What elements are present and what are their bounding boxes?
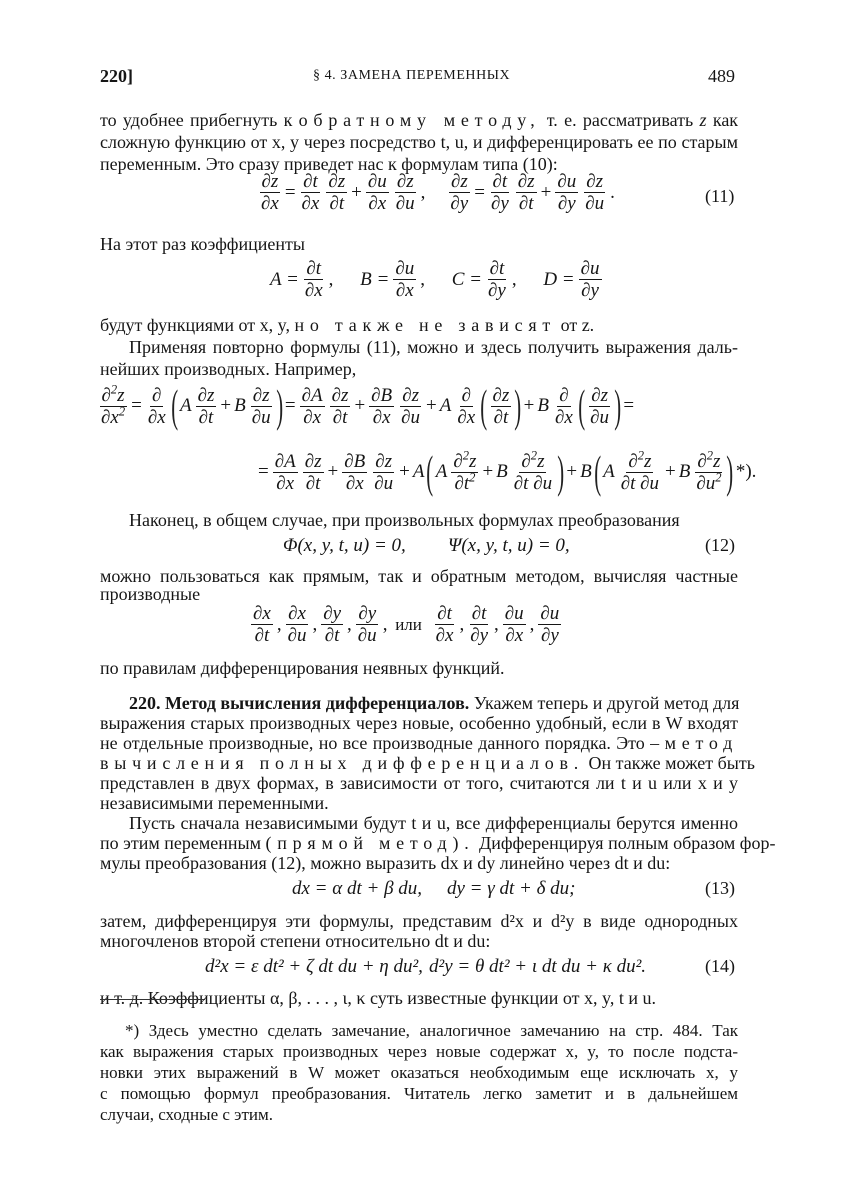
- fraction: $\frac{\partial u}{\partial x}$: [367, 171, 387, 214]
- paragraph-line: [100, 109, 738, 131]
- text: Укажем теперь и другой метод для: [473, 693, 740, 713]
- fraction: $\frac{\partial z}{\partial t}$: [197, 384, 215, 428]
- fraction: $\frac{\partial z}{\partial u}$: [585, 171, 605, 214]
- coefficient-label: B =: [360, 268, 390, 290]
- second-derivative-equation-line2: = $\frac{\partial A}{\partial x}$ $\frac{\partial z}{\partial t}$ + $\frac{\partial B}{\partial x}$ $\frac{\partial z}{\partial u}$ + A ( A $\frac{\partial^2z}{\partial t^2}$ + B $\frac{\partial^2z}{\partial t \partial u}$ ) + B ( A $\frac{\partial^2z}{\partial t \partial u}$ + B $\frac{\partial^2z}{\partial u^2}$ ) *).: [258, 446, 757, 497]
- text: то удобнее прибегнуть к: [100, 110, 293, 130]
- footnote-line: *) Здесь уместно сделать замечание, аналогичное замечанию на стр. 484. Так: [125, 1021, 738, 1040]
- spaced-text: метод: [664, 733, 739, 753]
- coefficient-label: D =: [543, 268, 575, 290]
- text: по этим переменным: [100, 833, 261, 853]
- fraction: $\frac{\partial u}{\partial y}$: [540, 603, 560, 646]
- paragraph-line: На этот раз коэффициенты: [100, 234, 305, 254]
- fraction: $\frac{\partial z}{\partial t}$: [328, 171, 346, 214]
- text: т. е. рассматривать: [546, 110, 694, 130]
- fraction: $\frac{\partial t}{\partial y}$: [470, 603, 489, 646]
- fraction: $\frac{\partial^2z}{\partial t \partial u}$: [513, 448, 553, 494]
- text: как: [712, 110, 739, 130]
- paragraph-line: независимыми переменными.: [100, 793, 329, 813]
- fraction: $\frac{\partial B}{\partial x}$: [344, 450, 366, 494]
- paragraph-line: мулы преобразования (12), можно выразить dx и dy линейно через dt и du:: [100, 853, 671, 873]
- math: Φ(x, y, t, u) = 0,: [283, 535, 406, 556]
- fraction: $\frac{\partial z}{\partial x}$: [261, 171, 279, 214]
- paragraph-line: можно пользоваться как прямым, так и обратным методом, вычисляя частные: [100, 566, 738, 586]
- text: Он также может быть: [588, 753, 755, 773]
- fraction: $\frac{\partial z}{\partial u}$: [395, 171, 415, 214]
- variable: z: [699, 110, 707, 130]
- fraction: $\frac{\partial y}{\partial u}$: [357, 603, 377, 646]
- fraction: $\frac{\partial u}{\partial x}$: [395, 258, 415, 301]
- fraction: $\frac{\partial z}{\partial u}$: [374, 450, 394, 494]
- fraction: $\frac{\partial z}{\partial t}$: [492, 384, 510, 428]
- paragraph-line: выражения старых производных через новые, особенно удобный, если в W входят: [100, 713, 738, 733]
- fraction: $\frac{\partial t}{\partial x}$: [304, 258, 323, 301]
- fraction: $\frac{\partial B}{\partial x}$: [371, 384, 393, 428]
- fraction: $\frac{\partial u}{\partial x}$: [504, 603, 524, 646]
- paragraph-line: производные: [100, 584, 201, 604]
- partial-derivatives-list: $\frac{\partial x}{\partial t}$ , $\frac{\partial x}{\partial u}$ , $\frac{\partial y}{\partial t}$ , $\frac{\partial y}{\partial u}$ , или $\frac{\partial t}{\partial x}$ , $\frac{\partial t}{\partial y}$ , $\frac{\partial u}{\partial x}$ , $\frac{\partial u}{\partial y}$: [253, 603, 560, 646]
- paragraph-line: [100, 832, 776, 854]
- paragraph-line: нейших производных. Например,: [100, 359, 357, 379]
- fraction: $\frac{\partial t}{\partial x}$: [435, 603, 454, 646]
- spaced-text: вычисления полных дифференциалов.: [100, 753, 584, 773]
- fraction: $\frac{\partial u}{\partial y}$: [557, 171, 577, 214]
- second-derivative-equation-line1: $\frac{\partial^2z}{\partial x^2}$ = $\frac{\partial}{\partial x}$ ( A $\frac{\partial z}{\partial t}$ + B $\frac{\partial z}{\partial u}$ ) = $\frac{\partial A}{\partial x}$ $\frac{\partial z}{\partial t}$ + $\frac{\partial B}{\partial x}$ $\frac{\partial z}{\partial u}$ + A $\frac{\partial}{\partial x}$ ( $\frac{\partial z}{\partial t}$ ) + B $\frac{\partial}{\partial x}$ ( $\frac{\partial z}{\partial u}$ ) =: [101, 380, 635, 431]
- paragraph-line: представлен в двух формах, в зависимости от того, считаются ли t и u или x и y: [100, 773, 738, 793]
- fraction: $\frac{\partial^2z}{\partial x^2}$: [101, 382, 126, 428]
- footnote-rule: [100, 999, 205, 1000]
- equation-13-a: dx = α dt + β du,: [292, 878, 423, 899]
- fraction: $\frac{\partial^2z}{\partial t^2}$: [453, 448, 477, 494]
- fraction: $\frac{\partial z}{\partial u}$: [401, 384, 421, 428]
- fraction: $\frac{\partial u}{\partial y}$: [580, 258, 600, 301]
- fraction: $\frac{\partial}{\partial x}$: [147, 384, 166, 428]
- fraction: $\frac{\partial t}{\partial y}$: [490, 171, 509, 214]
- equation-12-psi: [448, 535, 570, 557]
- fraction: $\frac{\partial z}{\partial t}$: [331, 384, 349, 428]
- paragraph-line: Пусть сначала независимыми будут t и u, все дифференциалы берутся именно: [129, 813, 738, 833]
- paragraph-line: многочленов второй степени относительно dt и du:: [100, 931, 491, 951]
- fraction: $\frac{\partial y}{\partial t}$: [323, 603, 342, 646]
- fraction: $\frac{\partial A}{\partial x}$: [274, 450, 296, 494]
- text: не отдельные производные, но все производные данного порядка. Это –: [100, 733, 660, 753]
- paragraph-line: затем, дифференцируя эти формулы, представим d²x и d²y в виде однородных: [100, 911, 738, 931]
- footnote-line: новки этих выражений в W может оказаться необходимым еще исключать x, y: [100, 1063, 738, 1082]
- equation-12-phi: [283, 535, 406, 557]
- equation-14-b: d²y = θ dt² + ι dt du + κ du².: [429, 956, 647, 977]
- spaced-text: обратному методу,: [298, 110, 541, 130]
- equation-14-a: d²x = ε dt² + ζ dt du + η du²,: [205, 956, 423, 977]
- header-page-number: 489: [708, 66, 735, 86]
- equation-13-b: dy = γ dt + δ du;: [447, 878, 576, 899]
- paragraph-line: Наконец, в общем случае, при произвольных формулах преобразования: [129, 510, 680, 530]
- fraction: $\frac{\partial z}{\partial u}$: [590, 384, 610, 428]
- paragraph-line: [100, 314, 738, 336]
- equation-11: $\frac{\partial z}{\partial x}$ = $\frac{\partial t}{\partial x}$ $\frac{\partial z}{\partial t}$ + $\frac{\partial u}{\partial x}$ $\frac{\partial z}{\partial u}$ , $\frac{\partial z}{\partial y}$ = $\frac{\partial t}{\partial y}$ $\frac{\partial z}{\partial t}$ + $\frac{\partial u}{\partial y}$ $\frac{\partial z}{\partial u}$ .: [261, 171, 615, 214]
- equation-number: (12): [705, 535, 735, 555]
- text: от z.: [560, 315, 595, 335]
- equation-number: (11): [705, 186, 735, 206]
- paragraph-line: сложную функцию от x, y через посредство t, u, и дифференцировать ее по старым: [100, 132, 738, 152]
- header-title: § 4. ЗАМЕНА ПЕРЕМЕННЫХ: [313, 68, 511, 83]
- or-word: или: [395, 614, 422, 634]
- paragraph-line: [100, 732, 738, 754]
- fraction: $\frac{\partial}{\partial x}$: [457, 384, 476, 428]
- text: будут функциями от x, y,: [100, 315, 290, 335]
- equation-number: (13): [705, 878, 735, 898]
- text: Дифференцируя полным образом фор-: [478, 833, 776, 853]
- fraction: $\frac{\partial t}{\partial x}$: [301, 171, 320, 214]
- footnote-line: с помощью формул преобразования. Читатель легко заметит и в дальнейшем: [100, 1084, 738, 1103]
- fraction: $\frac{\partial z}{\partial t}$: [304, 450, 322, 494]
- coefficient-definitions: A = $\frac{\partial t}{\partial x}$ , B = $\frac{\partial u}{\partial x}$ , C = $\frac{\partial t}{\partial y}$ , D = $\frac{\partial u}{\partial y}$: [270, 258, 600, 301]
- footnote-line: как выражения старых производных через новые содержат x, y, то после подста-: [100, 1042, 738, 1061]
- coefficient-label: C =: [451, 268, 482, 290]
- math: Ψ(x, y, t, u) = 0,: [448, 535, 570, 556]
- fraction: $\frac{\partial t}{\partial y}$: [488, 258, 506, 301]
- paragraph-line: по правилам дифференцирования неявных функций.: [100, 658, 505, 678]
- fraction: $\frac{\partial^2z}{\partial u^2}$: [696, 448, 722, 494]
- equation-number: (14): [705, 956, 735, 976]
- fraction: $\frac{\partial A}{\partial x}$: [301, 384, 323, 428]
- spaced-text: (прямой метод).: [265, 833, 475, 853]
- section-title: 220. Метод вычисления дифференциалов.: [129, 693, 470, 713]
- fraction: $\frac{\partial z}{\partial y}$: [450, 171, 469, 214]
- paragraph-line: переменным. Это сразу приведет нас к формулам типа (10):: [100, 154, 558, 174]
- fraction: $\frac{\partial z}{\partial u}$: [251, 384, 271, 428]
- section-220-heading-line: [129, 692, 738, 714]
- fraction: $\frac{\partial^2z}{\partial t \partial u}$: [620, 448, 659, 494]
- fraction: $\frac{\partial z}{\partial t}$: [517, 171, 535, 214]
- fraction: $\frac{\partial x}{\partial t}$: [253, 603, 271, 646]
- paragraph-line: и т. д. Коэффициенты α, β, . . . , ι, κ суть известные функции от x, y, t и u.: [100, 988, 657, 1008]
- coefficient-label: A =: [270, 268, 299, 290]
- spaced-text: но также не зависят: [294, 315, 557, 335]
- footnote-line: случаи, сходные с этим.: [100, 1105, 273, 1124]
- fraction: $\frac{\partial x}{\partial u}$: [287, 603, 307, 646]
- paragraph-line: Применяя повторно формулы (11), можно и здесь получить выражения даль-: [129, 337, 738, 357]
- paragraph-line: [100, 752, 755, 774]
- fraction: $\frac{\partial}{\partial x}$: [554, 384, 573, 428]
- header-section-number: 220]: [100, 66, 133, 86]
